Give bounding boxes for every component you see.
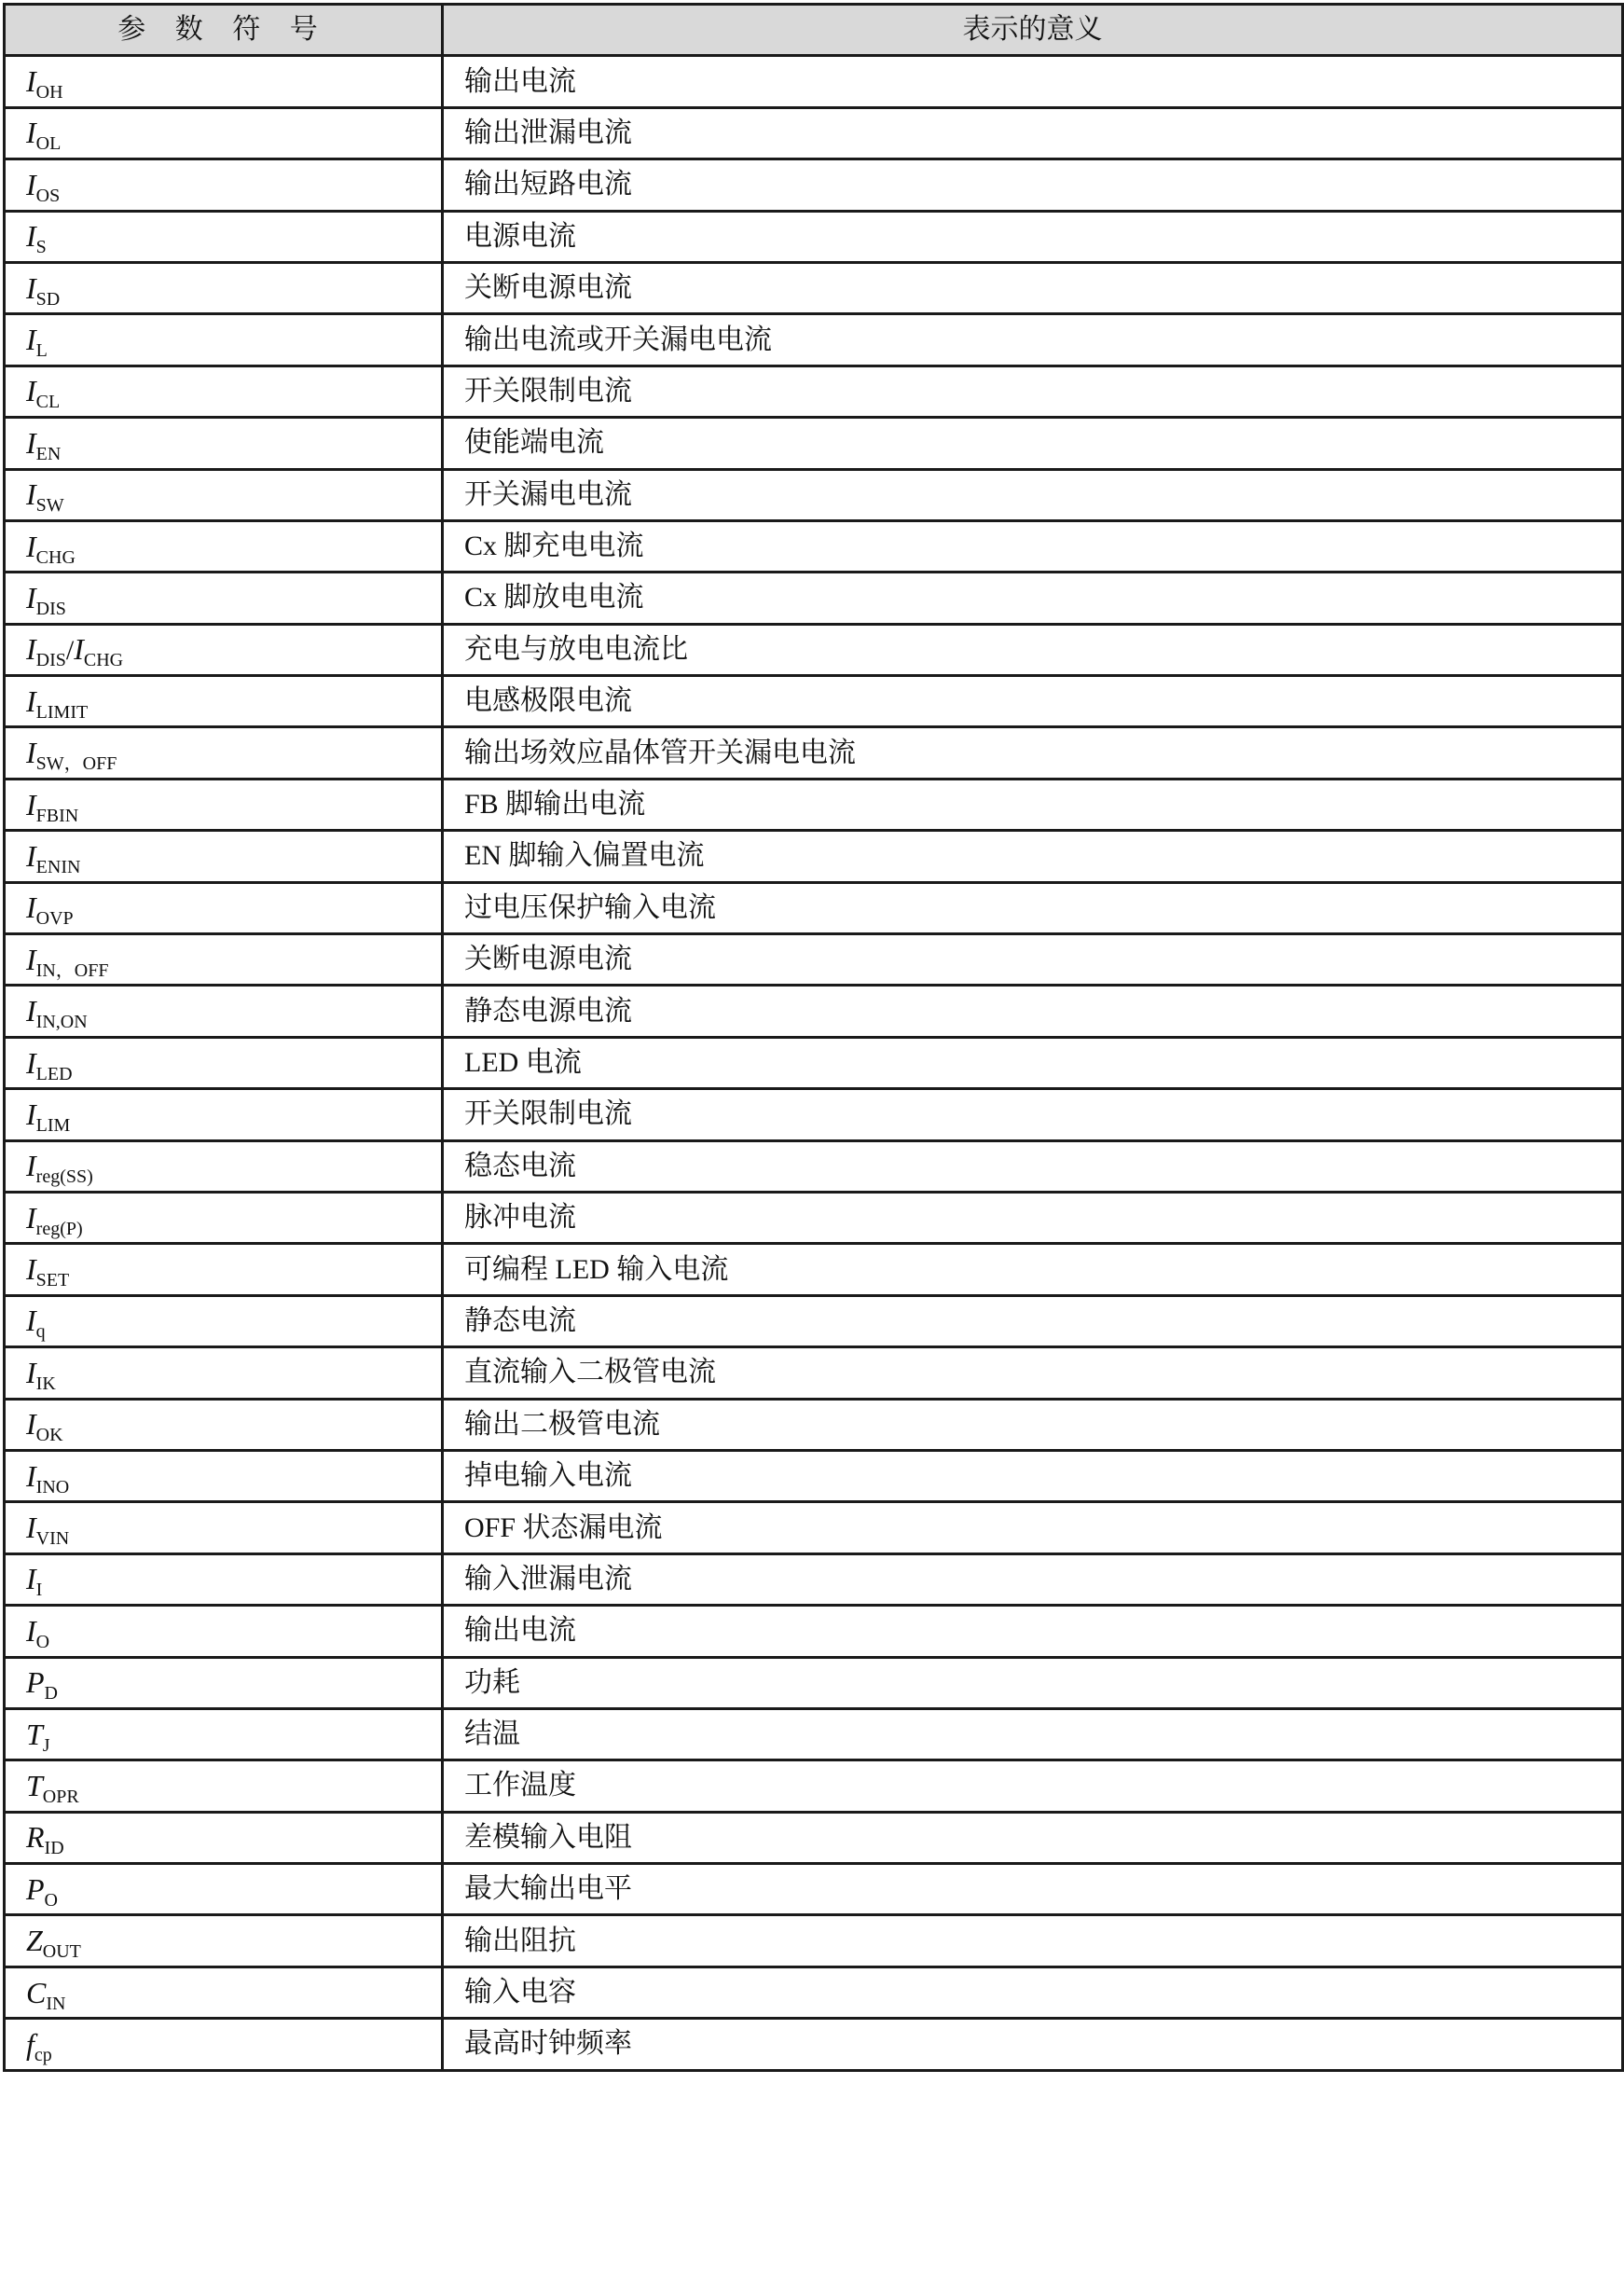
symbol-subscript: INO bbox=[35, 1476, 70, 1497]
symbol-subscript: I bbox=[35, 1580, 43, 1601]
symbol-subscript: S bbox=[35, 237, 47, 258]
symbol-subscript: IN bbox=[46, 1993, 66, 2014]
symbol-variable: I bbox=[26, 425, 36, 460]
symbol-variable: I bbox=[26, 1304, 36, 1338]
symbol-subscript: O bbox=[44, 1889, 58, 1911]
parameter-meaning: EN 脚输入偏置电流 bbox=[443, 831, 1623, 882]
symbol-variable: I bbox=[26, 942, 36, 976]
parameter-symbol bbox=[5, 56, 443, 107]
symbol-variable: I bbox=[26, 1407, 36, 1442]
symbol-subscript: reg(SS) bbox=[35, 1166, 93, 1188]
parameter-symbol bbox=[5, 1864, 443, 1915]
parameter-meaning: 最高时钟频率 bbox=[443, 2019, 1623, 2070]
parameter-meaning: 结温 bbox=[443, 1708, 1623, 1760]
table-row bbox=[5, 520, 1623, 572]
parameter-meaning: 输出短路电流 bbox=[443, 159, 1623, 211]
table-row bbox=[5, 1967, 1623, 2018]
symbol-variable: I bbox=[26, 736, 36, 770]
parameter-symbol bbox=[5, 1967, 443, 2018]
symbol-subscript: OS bbox=[35, 185, 61, 206]
symbol-subscript: O bbox=[35, 1631, 50, 1652]
symbol-subscript: OPR bbox=[42, 1786, 79, 1807]
symbol-variable: I bbox=[26, 477, 36, 512]
parameter-meaning: Cx 脚放电电流 bbox=[443, 573, 1623, 624]
table-row bbox=[5, 986, 1623, 1037]
parameter-symbol bbox=[5, 1915, 443, 1967]
symbol-variable: I bbox=[26, 64, 36, 99]
symbol-subscript: IN，OFF bbox=[35, 959, 109, 981]
parameter-symbol bbox=[5, 469, 443, 520]
symbol-subscript: DIS bbox=[35, 650, 66, 671]
symbol-subscript: EN bbox=[35, 443, 62, 464]
symbol-subscript: J bbox=[42, 1734, 50, 1756]
table-row bbox=[5, 418, 1623, 469]
parameter-meaning: 功耗 bbox=[443, 1657, 1623, 1708]
parameter-meaning: 工作温度 bbox=[443, 1760, 1623, 1812]
symbol-subscript: OL bbox=[35, 133, 62, 155]
symbol-variable: T bbox=[26, 1768, 43, 1802]
parameter-meaning: FB 脚输出电流 bbox=[443, 779, 1623, 830]
symbol-variable: P bbox=[26, 1665, 45, 1700]
symbol-variable: Z bbox=[26, 1924, 43, 1958]
table-row bbox=[5, 366, 1623, 417]
parameter-meaning: 输出电流 bbox=[443, 1606, 1623, 1657]
symbol-subscript: ENIN bbox=[35, 856, 81, 877]
parameter-meaning: 输出泄漏电流 bbox=[443, 107, 1623, 159]
table-row bbox=[5, 727, 1623, 779]
symbol-variable: I bbox=[26, 683, 36, 718]
parameter-symbol bbox=[5, 1450, 443, 1501]
symbol-subscript: SET bbox=[35, 1270, 70, 1291]
parameter-symbol bbox=[5, 624, 443, 675]
parameter-meaning: OFF 状态漏电流 bbox=[443, 1502, 1623, 1553]
parameter-symbol bbox=[5, 676, 443, 727]
table-row bbox=[5, 1812, 1623, 1863]
table-row bbox=[5, 779, 1623, 830]
symbol-variable: f bbox=[26, 2026, 34, 2061]
parameter-meaning: 输出场效应晶体管开关漏电电流 bbox=[443, 727, 1623, 779]
parameter-symbol bbox=[5, 1606, 443, 1657]
parameter-symbol bbox=[5, 573, 443, 624]
symbol-variable: I bbox=[26, 1149, 36, 1183]
parameter-meaning: 稳态电流 bbox=[443, 1140, 1623, 1192]
parameter-meaning: 开关漏电电流 bbox=[443, 469, 1623, 520]
parameter-symbol bbox=[5, 1760, 443, 1812]
symbol-variable: R bbox=[26, 1820, 45, 1855]
symbol-subscript: D bbox=[44, 1683, 58, 1704]
table-row bbox=[5, 676, 1623, 727]
parameter-symbol bbox=[5, 520, 443, 572]
symbol-variable: I bbox=[26, 1045, 36, 1080]
symbol-variable: I bbox=[74, 632, 84, 667]
table-row bbox=[5, 1399, 1623, 1450]
parameter-meaning: 最大输出电平 bbox=[443, 1864, 1623, 1915]
symbol-subscript: CHG bbox=[35, 546, 76, 568]
table-row bbox=[5, 469, 1623, 520]
symbol-separator: / bbox=[65, 635, 75, 667]
symbol-subscript: SW bbox=[35, 495, 64, 517]
parameter-meaning: 开关限制电流 bbox=[443, 1089, 1623, 1140]
symbol-subscript: DIS bbox=[35, 598, 66, 619]
parameter-symbol bbox=[5, 262, 443, 313]
table-row bbox=[5, 211, 1623, 262]
parameter-symbol bbox=[5, 727, 443, 779]
symbol-variable: C bbox=[26, 1975, 47, 2009]
symbol-subscript: ID bbox=[44, 1838, 64, 1859]
parameter-symbol bbox=[5, 1089, 443, 1140]
symbol-subscript: CL bbox=[35, 392, 61, 413]
parameter-symbol bbox=[5, 1553, 443, 1605]
parameter-symbol bbox=[5, 1399, 443, 1450]
parameter-meaning: 输出电流或开关漏电电流 bbox=[443, 314, 1623, 366]
symbol-variable: I bbox=[26, 270, 36, 305]
parameter-meaning: 关断电源电流 bbox=[443, 262, 1623, 313]
table-row bbox=[5, 1606, 1623, 1657]
parameter-symbol bbox=[5, 418, 443, 469]
table-row bbox=[5, 934, 1623, 986]
parameter-symbol bbox=[5, 1192, 443, 1243]
symbol-variable: I bbox=[26, 994, 36, 1028]
parameter-meaning: 输入泄漏电流 bbox=[443, 1553, 1623, 1605]
parameter-meaning: 输出电流 bbox=[443, 56, 1623, 107]
table-row bbox=[5, 1140, 1623, 1192]
table-row bbox=[5, 1295, 1623, 1346]
symbol-subscript: LED bbox=[35, 1063, 73, 1084]
parameter-meaning: 静态电源电流 bbox=[443, 986, 1623, 1037]
parameter-symbol bbox=[5, 211, 443, 262]
symbol-variable: I bbox=[26, 219, 36, 254]
symbol-variable: I bbox=[26, 1097, 36, 1131]
symbol-variable: I bbox=[26, 116, 36, 150]
table-row bbox=[5, 831, 1623, 882]
table-row bbox=[5, 314, 1623, 366]
symbol-subscript: LIM bbox=[35, 1114, 71, 1136]
table-row bbox=[5, 1037, 1623, 1088]
table-row bbox=[5, 56, 1623, 107]
symbol-subscript: FBIN bbox=[35, 805, 79, 826]
table-row bbox=[5, 1450, 1623, 1501]
symbol-subscript: VIN bbox=[35, 1528, 70, 1550]
parameter-symbol bbox=[5, 779, 443, 830]
symbol-variable: I bbox=[26, 890, 36, 925]
table-row bbox=[5, 1502, 1623, 1553]
parameter-meaning: Cx 脚充电电流 bbox=[443, 520, 1623, 572]
header-symbol: 参 数 符 号 bbox=[5, 5, 443, 56]
symbol-subscript: OH bbox=[35, 82, 63, 104]
parameter-symbol bbox=[5, 314, 443, 366]
symbol-variable: I bbox=[26, 580, 36, 614]
parameter-meaning: 脉冲电流 bbox=[443, 1192, 1623, 1243]
parameter-symbol bbox=[5, 1812, 443, 1863]
parameter-meaning: LED 电流 bbox=[443, 1037, 1623, 1088]
table-row bbox=[5, 1915, 1623, 1967]
symbol-subscript: L bbox=[35, 340, 48, 362]
symbol-subscript: SW，OFF bbox=[35, 753, 117, 775]
parameter-meaning: 关断电源电流 bbox=[443, 934, 1623, 986]
symbol-variable: I bbox=[26, 1355, 36, 1389]
table-row bbox=[5, 107, 1623, 159]
parameter-meaning: 开关限制电流 bbox=[443, 366, 1623, 417]
parameter-meaning: 可编程 LED 输入电流 bbox=[443, 1244, 1623, 1295]
parameter-symbol bbox=[5, 2019, 443, 2070]
table-row bbox=[5, 1244, 1623, 1295]
parameter-symbol bbox=[5, 1708, 443, 1760]
symbol-variable: I bbox=[26, 167, 36, 201]
table-row bbox=[5, 1192, 1623, 1243]
parameter-meaning: 充电与放电电流比 bbox=[443, 624, 1623, 675]
parameter-symbol bbox=[5, 159, 443, 211]
parameter-symbol bbox=[5, 1140, 443, 1192]
table-row bbox=[5, 624, 1623, 675]
symbol-variable: I bbox=[26, 1252, 36, 1287]
parameter-symbol bbox=[5, 1657, 443, 1708]
symbol-variable: I bbox=[26, 838, 36, 873]
symbol-subscript: q bbox=[35, 1321, 46, 1343]
symbol-subscript: cp bbox=[34, 2044, 52, 2065]
symbol-subscript: OVP bbox=[35, 908, 74, 930]
symbol-variable: T bbox=[26, 1717, 43, 1751]
parameter-symbol bbox=[5, 1502, 443, 1553]
table-row bbox=[5, 573, 1623, 624]
table-row bbox=[5, 1553, 1623, 1605]
parameter-symbol bbox=[5, 934, 443, 986]
symbol-subscript: OUT bbox=[42, 1941, 81, 1963]
parameter-symbol bbox=[5, 1244, 443, 1295]
symbol-subscript: LIMIT bbox=[35, 701, 89, 723]
table-row bbox=[5, 1864, 1623, 1915]
parameter-symbol bbox=[5, 1295, 443, 1346]
symbol-variable: I bbox=[26, 1562, 36, 1596]
symbol-variable: I bbox=[26, 632, 36, 667]
parameter-meaning: 输出二极管电流 bbox=[443, 1399, 1623, 1450]
symbol-subscript: SD bbox=[35, 288, 61, 310]
parameter-meaning: 输出阻抗 bbox=[443, 1915, 1623, 1967]
table-row bbox=[5, 1657, 1623, 1708]
table-row bbox=[5, 159, 1623, 211]
parameter-symbol bbox=[5, 831, 443, 882]
symbol-subscript: IN,ON bbox=[35, 1012, 88, 1033]
symbol-variable: I bbox=[26, 1511, 36, 1545]
symbol-subscript: CHG bbox=[83, 650, 124, 671]
symbol-subscript: OK bbox=[35, 1425, 63, 1446]
parameter-symbol-table bbox=[3, 3, 1624, 2072]
table-row bbox=[5, 1347, 1623, 1399]
symbol-variable: I bbox=[26, 1613, 36, 1648]
symbol-variable: P bbox=[26, 1871, 45, 1906]
table-row bbox=[5, 882, 1623, 933]
symbol-variable: I bbox=[26, 1200, 36, 1235]
symbol-variable: I bbox=[26, 1458, 36, 1493]
table-row bbox=[5, 1760, 1623, 1812]
parameter-meaning: 直流输入二极管电流 bbox=[443, 1347, 1623, 1399]
table-row bbox=[5, 1708, 1623, 1760]
parameter-symbol bbox=[5, 1037, 443, 1088]
parameter-meaning: 掉电输入电流 bbox=[443, 1450, 1623, 1501]
symbol-subscript: reg(P) bbox=[35, 1218, 83, 1239]
parameter-symbol bbox=[5, 882, 443, 933]
parameter-meaning: 电感极限电流 bbox=[443, 676, 1623, 727]
header-meaning: 表示的意义 bbox=[443, 5, 1623, 56]
parameter-symbol bbox=[5, 1347, 443, 1399]
symbol-variable: I bbox=[26, 374, 36, 408]
parameter-symbol bbox=[5, 986, 443, 1037]
parameter-meaning: 静态电流 bbox=[443, 1295, 1623, 1346]
parameter-meaning: 差模输入电阻 bbox=[443, 1812, 1623, 1863]
parameter-symbol bbox=[5, 107, 443, 159]
symbol-variable: I bbox=[26, 787, 36, 821]
table-header-row bbox=[5, 5, 1623, 56]
symbol-variable: I bbox=[26, 323, 36, 357]
table-row bbox=[5, 1089, 1623, 1140]
parameter-symbol bbox=[5, 366, 443, 417]
table-row bbox=[5, 262, 1623, 313]
parameter-meaning: 电源电流 bbox=[443, 211, 1623, 262]
symbol-variable: I bbox=[26, 529, 36, 563]
parameter-meaning: 过电压保护输入电流 bbox=[443, 882, 1623, 933]
table-row bbox=[5, 2019, 1623, 2070]
parameter-meaning: 使能端电流 bbox=[443, 418, 1623, 469]
symbol-subscript: IK bbox=[35, 1373, 56, 1394]
parameter-meaning: 输入电容 bbox=[443, 1967, 1623, 2018]
